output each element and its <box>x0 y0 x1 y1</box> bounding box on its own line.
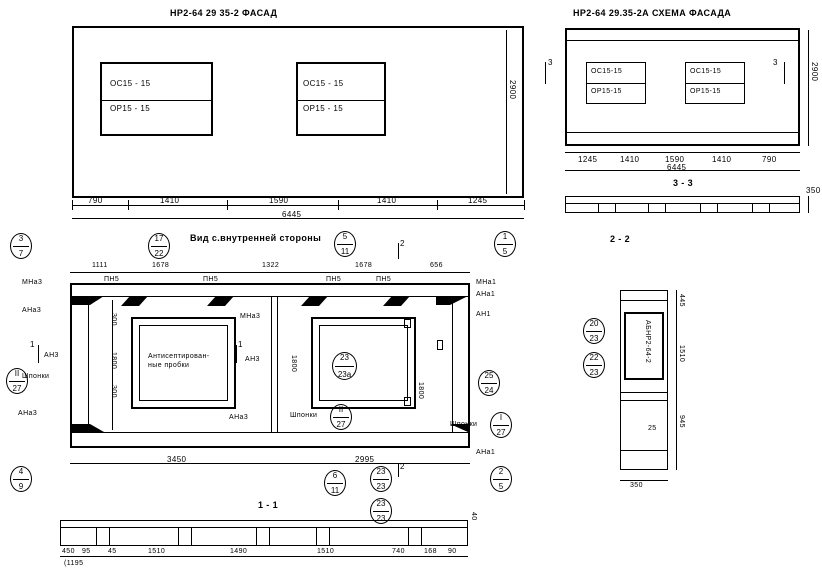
inner-dim-top-2: 1678 <box>152 262 170 269</box>
section-1-1-dim-90: 90 <box>448 548 457 555</box>
inner-label-mna1: МНа1 <box>476 279 497 286</box>
section-1-1-dim-45: 45 <box>108 548 117 555</box>
scheme-dim-4: 1410 <box>712 155 732 164</box>
callout-1-5[interactable] <box>494 231 516 257</box>
section-3-3-title: 3 - 3 <box>673 178 694 188</box>
facade-window-right-top-label: ОС15 - 15 <box>303 79 344 88</box>
callout-17-22-top: 17 <box>154 234 164 243</box>
callout-23-23-section-bottom: 23 <box>376 514 386 523</box>
inner-label-an3-mid: АН3 <box>245 356 260 363</box>
scheme-window-left-bottom-label: ОР15-15 <box>591 88 622 95</box>
section-1-1-notch-2 <box>178 527 192 546</box>
callout-23-23-top: 23 <box>376 467 386 476</box>
callout-22-23-bottom: 23 <box>589 368 599 377</box>
mark-2-top-line <box>398 243 399 259</box>
section-2-2-dim-bottom: 350 <box>630 482 643 489</box>
scheme-window-left-top-label: ОС15-15 <box>591 68 623 75</box>
facade-dim-1: 790 <box>88 196 103 205</box>
callout-25-24-bottom: 24 <box>484 386 494 395</box>
section-2-2-dim-3: 945 <box>678 415 685 428</box>
facade-window-right-bottom-label: ОР15 - 15 <box>303 104 344 113</box>
facade-dim-5: 1245 <box>468 196 488 205</box>
section-1-1-notch-4 <box>316 527 330 546</box>
facade-height-value: 2900 <box>508 80 517 100</box>
facade-total-dim: 6445 <box>282 210 302 219</box>
scheme-window-right-bottom-label: ОР15-15 <box>690 88 721 95</box>
scheme-dim-1: 1245 <box>578 155 598 164</box>
callout-II-27-left[interactable] <box>6 368 28 394</box>
inner-label-pn5-1: ПН5 <box>104 276 120 283</box>
section-1-1-dim-450: 450 <box>62 548 75 555</box>
section-2-2-panel-label: АБНР2-64-2 <box>644 320 651 364</box>
mark-1-left: 1 <box>30 340 35 349</box>
callout-3-7-bottom: 7 <box>18 249 24 258</box>
section-1-1-dim-40: 40 <box>470 512 477 521</box>
callout-II-27-left-top: II <box>14 369 20 378</box>
callout-20-23-top: 20 <box>589 319 599 328</box>
section-2-2-title: 2 - 2 <box>610 234 631 244</box>
scheme-height-value: 2900 <box>810 62 819 82</box>
inner-label-ana3-mid: АНа3 <box>229 414 249 421</box>
callout-23-23-section[interactable] <box>370 498 392 524</box>
callout-22-23[interactable] <box>583 352 605 378</box>
callout-23-23[interactable] <box>370 466 392 492</box>
section-1-1-notch-1 <box>96 527 110 546</box>
section-2-2-dim-25: 25 <box>648 425 657 432</box>
section-1-1-title: 1 - 1 <box>258 500 279 510</box>
mark-1-left-line <box>38 345 39 363</box>
section-1-1-dim-740: 740 <box>392 548 405 555</box>
inner-dim-top-4: 1678 <box>355 262 373 269</box>
inner-dim-bottom-1: 3450 <box>167 455 187 464</box>
mark-1-right: 1 <box>238 340 243 349</box>
callout-4-9-top: 4 <box>18 467 24 476</box>
inner-shponki-mid: Шпонки <box>290 412 318 419</box>
callout-II-27-mid-bottom: 27 <box>336 420 346 429</box>
section-2-2-line-1 <box>620 300 668 301</box>
section-1-1-dim-95: 95 <box>82 548 91 555</box>
callout-23-23a-top: 23 <box>340 353 349 362</box>
scheme-total-dim: 6445 <box>667 163 687 172</box>
callout-2-5-bottom: 5 <box>498 482 504 491</box>
section-2-2-dim-1: 445 <box>678 294 685 307</box>
callout-6-11-top: 6 <box>332 471 338 480</box>
section-1-1-dim-1195: (1195 <box>64 560 84 567</box>
callout-1-5-bottom: 5 <box>502 247 508 256</box>
facade-dim-2: 1410 <box>160 196 180 205</box>
callout-II-27-mid[interactable] <box>330 404 352 430</box>
inner-label-mna3-left: МНа3 <box>22 279 43 286</box>
callout-6-11[interactable] <box>324 470 346 496</box>
callout-2-5[interactable] <box>490 466 512 492</box>
callout-II-27-mid-top: II <box>338 405 344 414</box>
callout-5-11-top: 5 <box>342 232 348 241</box>
inner-view-title: Вид с.внутренней стороны <box>190 233 322 243</box>
inner-dim-inner-2: 1800 <box>417 382 424 400</box>
facade-dim-3: 1590 <box>269 196 289 205</box>
section-2-2-bottom-dimline <box>620 480 668 481</box>
callout-4-9[interactable] <box>10 466 32 492</box>
inner-label-ana3-lower: АНа3 <box>18 410 38 417</box>
callout-25-24[interactable] <box>478 370 500 396</box>
inner-label-pn5-3: ПН5 <box>326 276 342 283</box>
inner-label-ana1: АНа1 <box>476 291 496 298</box>
scheme-dim-2: 1410 <box>620 155 640 164</box>
scheme-dim-3: 1590 <box>665 155 685 164</box>
section-1-1-dim-1490: 1490 <box>230 548 248 555</box>
callout-17-22-bottom: 22 <box>154 249 164 258</box>
callout-1-5-top: 1 <box>502 232 508 241</box>
inner-label-ana3-left: АНа3 <box>22 307 42 314</box>
scheme-dim-5: 790 <box>762 155 777 164</box>
inner-dimline-bottom <box>70 463 470 464</box>
inner-antiseptic-note: Антисептирован- ные пробки <box>148 353 210 369</box>
scheme-mark-left: 3 <box>548 58 553 67</box>
mark-2-bottom-line <box>398 463 399 477</box>
scheme-title: НР2-64 29.35-2А СХЕМА ФАСАДА <box>573 8 732 18</box>
section-2-2-dim-2: 1510 <box>678 345 685 363</box>
mark-2-bottom: 2 <box>400 462 405 471</box>
callout-I-27-right-bottom: 27 <box>496 428 506 437</box>
inner-label-pn5-2: ПН5 <box>203 276 219 283</box>
inner-dim-left-3: 300 <box>110 385 117 398</box>
inner-dim-top-3: 1322 <box>262 262 280 269</box>
callout-3-7[interactable] <box>10 233 32 259</box>
section-1-1-dimline <box>60 556 468 557</box>
callout-4-9-bottom: 9 <box>18 482 24 491</box>
section-2-2-dimline <box>676 290 677 470</box>
section-2-2-line-2 <box>620 392 668 393</box>
callout-5-11-bottom: 11 <box>340 247 350 256</box>
callout-25-24-top: 25 <box>484 371 494 380</box>
mark-1-right-line <box>236 345 237 363</box>
facade-dim-4: 1410 <box>377 196 397 205</box>
inner-dim-inner-1: 1800 <box>290 355 297 373</box>
callout-5-11[interactable] <box>334 231 356 257</box>
inner-shponki-right: Шпонки <box>450 421 478 428</box>
callout-20-23-bottom: 23 <box>589 334 599 343</box>
callout-23-23-section-top: 23 <box>376 499 386 508</box>
inner-dim-bottom-2: 2995 <box>355 455 375 464</box>
callout-I-27-right[interactable] <box>490 412 512 438</box>
inner-label-an3-left: АН3 <box>44 352 59 359</box>
facade-title: НР2-64 29 35-2 ФАСАД <box>170 8 278 18</box>
inner-shponki-left: Шпонки <box>22 373 50 380</box>
facade-window-left-bottom-label: ОР15 - 15 <box>110 104 151 113</box>
scheme-window-right-top-label: ОС15-15 <box>690 68 722 75</box>
inner-label-ana1-lower: АНа1 <box>476 449 496 456</box>
mark-2-top: 2 <box>400 239 405 248</box>
inner-dim-left-1: 300 <box>110 313 117 326</box>
inner-dim-top-1: 1111 <box>92 262 108 269</box>
inner-label-mna3-mid: МНа3 <box>240 313 261 320</box>
callout-3-7-top: 3 <box>18 234 24 243</box>
callout-17-22[interactable] <box>148 233 170 259</box>
callout-II-27-left-bottom: 27 <box>12 384 22 393</box>
callout-23-23-bottom: 23 <box>376 482 386 491</box>
inner-dim-top-5: 656 <box>430 262 443 269</box>
section-1-1-dim-168: 168 <box>424 548 437 555</box>
callout-6-11-bottom: 11 <box>330 486 340 495</box>
callout-2-5-top: 2 <box>498 467 504 476</box>
callout-23-23a[interactable] <box>332 352 357 380</box>
scheme-mark-right: 3 <box>773 58 778 67</box>
section-1-1-notch-3 <box>256 527 270 546</box>
section-2-2-line-3 <box>620 400 668 401</box>
inner-dimline-top <box>70 272 470 273</box>
inner-label-pn5-4: ПН5 <box>376 276 392 283</box>
inner-label-an1: АН1 <box>476 311 491 318</box>
section-3-3-dim: 350 <box>806 186 821 195</box>
section-1-1-dim-1510a: 1510 <box>148 548 166 555</box>
callout-22-23-top: 22 <box>589 353 599 362</box>
callout-I-27-right-top: I <box>499 413 503 422</box>
section-1-1-notch-5 <box>408 527 422 546</box>
facade-window-left-top-label: ОС15 - 15 <box>110 79 151 88</box>
callout-23-23a-bottom: 23а <box>337 370 352 379</box>
inner-dim-left-2: 1800 <box>110 352 117 370</box>
section-2-2-line-4 <box>620 450 668 451</box>
section-1-1-dim-1510b: 1510 <box>317 548 335 555</box>
callout-20-23[interactable] <box>583 318 605 344</box>
